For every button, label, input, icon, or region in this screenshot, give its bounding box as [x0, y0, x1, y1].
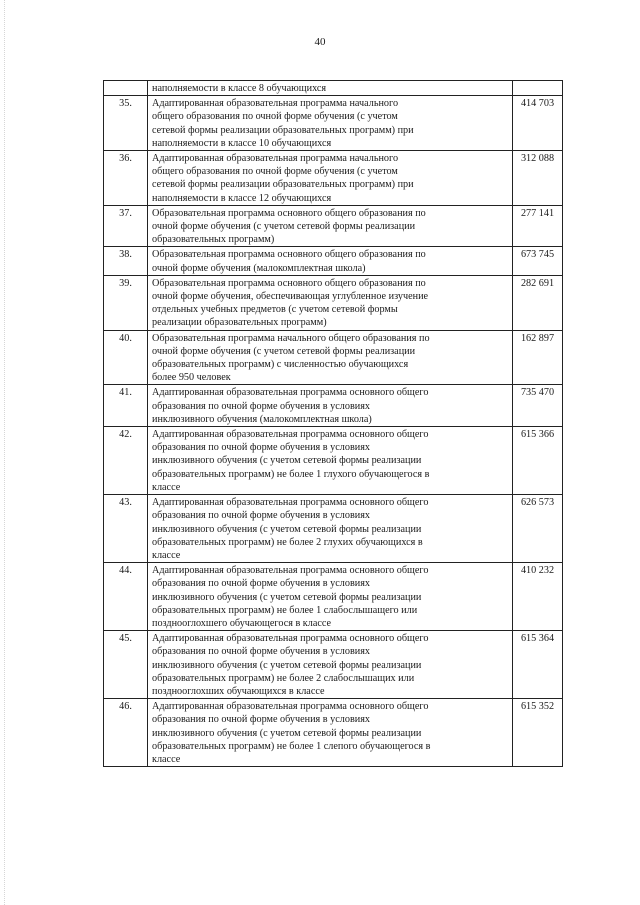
row-number: 45. [104, 631, 148, 699]
program-description [148, 275, 513, 330]
row-number: 35. [104, 96, 148, 151]
description-line: отдельных учебных предметов (с учетом сетевой формы [152, 304, 398, 316]
description-line: очной форме обучения (с учетом сетевой формы реализации [152, 221, 416, 233]
description-line: инклюзивного обучения (с учетом сетевой формы реализации [152, 523, 422, 535]
description-line: образовательных программ) не более 1 слабослышащего или [152, 604, 418, 616]
row-number: 37. [104, 205, 148, 247]
cost-value: 414 703 [513, 96, 563, 151]
description-line: образования по очной форме обучения в условиях [152, 646, 370, 658]
row-number: 43. [104, 495, 148, 563]
description-line: Образовательная программа основного общего образования по [152, 249, 426, 261]
cost-value: 282 691 [513, 275, 563, 330]
cost-value: 312 088 [513, 151, 563, 206]
cost-value: 615 364 [513, 631, 563, 699]
description-line: образования по очной форме обучения в условиях [152, 442, 370, 454]
description-line: образования по очной форме обучения в условиях [152, 714, 370, 726]
cost-value: 162 897 [513, 330, 563, 385]
program-description [148, 205, 513, 247]
program-description [148, 563, 513, 631]
table-row [104, 247, 563, 275]
table-row [104, 427, 563, 495]
description-line: образовательных программ) не более 2 слабослышащих или [152, 672, 415, 684]
description-line: Адаптированная образовательная программа основного общего [152, 701, 429, 713]
program-description [148, 385, 513, 427]
program-description [148, 495, 513, 563]
program-description [148, 699, 513, 767]
row-number: 38. [104, 247, 148, 275]
description-line: образовательных программ) не более 1 слепого обучающегося в [152, 740, 431, 752]
description-line: инклюзивного обучения (малокомплектная школа) [152, 413, 372, 425]
row-number: 36. [104, 151, 148, 206]
cost-value: 673 745 [513, 247, 563, 275]
row-number: 40. [104, 330, 148, 385]
description-line: образовательных программ) не более 2 глухих обучающихся в [152, 536, 423, 548]
description-line: наполняемости в классе 12 обучающихся [152, 192, 332, 204]
description-line: классе [152, 481, 181, 493]
description-line: Адаптированная образовательная программа основного общего [152, 387, 429, 399]
row-number: 44. [104, 563, 148, 631]
description-line: более 950 человек [152, 372, 231, 384]
row-number: 46. [104, 699, 148, 767]
cost-value: 626 573 [513, 495, 563, 563]
description-line: образования по очной форме обучения в условиях [152, 510, 370, 522]
cost-value: 615 366 [513, 427, 563, 495]
cost-value: 410 232 [513, 563, 563, 631]
program-description [148, 330, 513, 385]
description-line: образовательных программ) [152, 234, 275, 246]
table-row [104, 275, 563, 330]
description-line: образовательных программ) с численностью обучающихся [152, 359, 409, 371]
description-line: инклюзивного обучения (с учетом сетевой формы реализации [152, 659, 422, 671]
cost-value: 277 141 [513, 205, 563, 247]
description-line: очной форме обучения (малокомплектная школа) [152, 262, 366, 274]
table-row [104, 631, 563, 699]
description-line: Образовательная программа основного общего образования по [152, 277, 426, 289]
program-cost-table [103, 80, 563, 767]
table-row [104, 81, 563, 96]
table-row [104, 699, 563, 767]
description-line: образовательных программ) не более 1 глухого обучающегося в [152, 468, 430, 480]
description-line: общего образования по очной форме обучения (с учетом [152, 166, 398, 178]
description-line: инклюзивного обучения (с учетом сетевой формы реализации [152, 727, 422, 739]
program-description [148, 151, 513, 206]
description-line: Адаптированная образовательная программа основного общего [152, 429, 429, 441]
page-number: 40 [314, 36, 326, 48]
description-line: сетевой формы реализации образовательных программ) при [152, 179, 414, 191]
table-row [104, 205, 563, 247]
program-description [148, 96, 513, 151]
description-line: наполняемости в классе 10 обучающихся [152, 137, 332, 149]
description-line: Образовательная программа основного общего образования по [152, 207, 426, 219]
description-line: очной форме обучения, обеспечивающая углубленное изучение [152, 291, 429, 303]
cost-value [513, 81, 563, 96]
description-line: сетевой формы реализации образовательных программ) при [152, 124, 414, 136]
row-number: 41. [104, 385, 148, 427]
scan-edge [4, 0, 7, 905]
row-number [104, 81, 148, 96]
table-row [104, 151, 563, 206]
description-line: Адаптированная образовательная программа основного общего [152, 633, 429, 645]
description-line: Адаптированная образовательная программа начального [152, 98, 399, 110]
row-number: 39. [104, 275, 148, 330]
description-line: позднооглохшего обучающегося в классе [152, 617, 332, 629]
description-line: очной форме обучения (с учетом сетевой формы реализации [152, 345, 416, 357]
description-line: реализации образовательных программ) [152, 317, 327, 329]
table-row [104, 495, 563, 563]
description-line: Адаптированная образовательная программа начального [152, 153, 399, 165]
description-line: наполняемости в классе 8 обучающихся [152, 83, 327, 94]
table-row [104, 385, 563, 427]
cost-value: 735 470 [513, 385, 563, 427]
description-line: позднооглохших обучающихся в классе [152, 685, 325, 697]
cost-value: 615 352 [513, 699, 563, 767]
description-line: инклюзивного обучения (с учетом сетевой формы реализации [152, 591, 422, 603]
description-line: общего образования по очной форме обучения (с учетом [152, 111, 398, 123]
program-description [148, 631, 513, 699]
program-description [148, 81, 513, 96]
table-row [104, 563, 563, 631]
description-line: инклюзивного обучения (с учетом сетевой формы реализации [152, 455, 422, 467]
description-line: классе [152, 753, 181, 765]
description-line: образования по очной форме обучения в условиях [152, 578, 370, 590]
table-row [104, 96, 563, 151]
description-line: Образовательная программа начального общего образования по [152, 332, 430, 344]
row-number: 42. [104, 427, 148, 495]
program-description [148, 247, 513, 275]
description-line: образования по очной форме обучения в условиях [152, 400, 370, 412]
description-line: Адаптированная образовательная программа основного общего [152, 565, 429, 577]
description-line: Адаптированная образовательная программа основного общего [152, 497, 429, 509]
program-description [148, 427, 513, 495]
table-row [104, 330, 563, 385]
description-line: классе [152, 549, 181, 561]
